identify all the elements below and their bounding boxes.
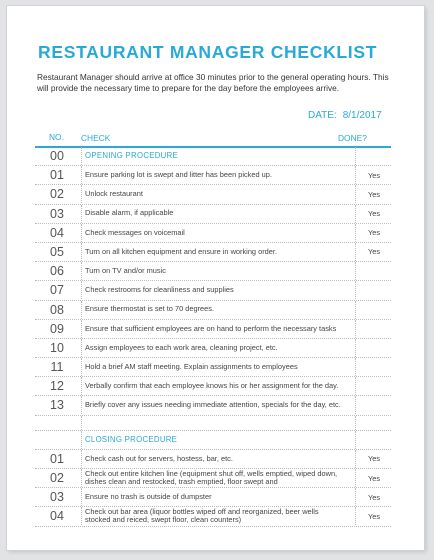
date-row [308, 110, 382, 121]
row-number: 01 [50, 168, 64, 183]
table-row [35, 320, 391, 339]
row-done-cell[interactable] [355, 358, 392, 376]
row-check-text [81, 416, 345, 430]
row-check-text: Check out entire kitchen line (equipment shut off, wells emptied, wiped down, dishes clean and restocked, trash emptied, floor swept and [81, 469, 345, 487]
row-check-text: OPENING PROCEDURE [81, 147, 345, 165]
row-done-cell[interactable] [355, 431, 392, 449]
header-done: DONE? [338, 133, 367, 143]
row-done-cell[interactable]: Yes [355, 185, 392, 203]
row-check-text: Ensure that sufficient employees are on hand to perform the necessary tasks [81, 320, 345, 338]
row-number: 03 [50, 490, 64, 505]
table-row [35, 488, 391, 507]
intro-text: Restaurant Manager should arrive at office 30 minutes prior to the general operating hours. This will provide the necessary time to prepare for the day before the employees arrive. [37, 72, 389, 93]
table-row [35, 262, 391, 281]
row-number: 04 [50, 509, 64, 524]
table-row [35, 377, 391, 396]
row-done-cell[interactable]: Yes [355, 469, 392, 487]
row-done-cell[interactable]: Yes [355, 488, 392, 506]
checklist-table [35, 147, 391, 527]
row-number: 09 [50, 321, 64, 336]
table-row [35, 358, 391, 377]
row-check-text: Check restrooms for cleanliness and supplies [81, 281, 345, 299]
table-row [35, 147, 391, 166]
table-row [35, 431, 391, 450]
row-number: 07 [50, 283, 64, 298]
row-check-text: Check out bar area (liquor bottles wiped off and reorganized, beer wells stocked and reiced, swept floor, clean counters) [81, 507, 345, 525]
table-header [35, 125, 391, 148]
row-number: 10 [50, 340, 64, 355]
table-row [35, 281, 391, 300]
row-done-cell[interactable] [355, 147, 392, 165]
row-check-text: Ensure thermostat is set to 70 degrees. [81, 301, 345, 319]
row-done-cell[interactable]: Yes [355, 507, 392, 525]
date-label: DATE: [308, 110, 337, 121]
row-number: 01 [50, 451, 64, 466]
row-check-text: Check messages on voicemail [81, 224, 345, 242]
page-title: RESTAURANT MANAGER CHECKLIST [38, 42, 378, 62]
date-value: 8/1/2017 [342, 110, 382, 121]
row-check-text: Turn on TV and/or music [81, 262, 345, 280]
row-done-cell[interactable] [355, 339, 392, 357]
row-check-text: Verbally confirm that each employee knows his or her assignment for the day. [81, 377, 345, 395]
row-number: 06 [50, 264, 64, 279]
row-done-cell[interactable]: Yes [355, 166, 392, 184]
table-row [35, 469, 391, 488]
row-done-cell[interactable]: Yes [355, 450, 392, 468]
row-check-text: Unlock restaurant [81, 185, 345, 203]
row-done-cell[interactable] [355, 377, 392, 395]
row-check-text: CLOSING PROCEDURE [81, 431, 345, 449]
row-check-text: Briefly cover any issues needing immediate attention, specials for the day, etc. [81, 396, 345, 414]
row-number: 05 [50, 244, 64, 259]
table-row [35, 166, 391, 185]
row-check-text: Check cash out for servers, hostess, bar, etc. [81, 450, 345, 468]
row-check-text: Hold a brief AM staff meeting. Explain assignments to employees [81, 358, 345, 376]
row-done-cell[interactable] [355, 281, 392, 299]
table-row [35, 396, 391, 415]
table-row [35, 450, 391, 469]
table-row [35, 416, 391, 431]
row-number: 04 [50, 225, 64, 240]
table-row [35, 205, 391, 224]
row-number: 12 [50, 379, 64, 394]
row-number: 02 [50, 471, 64, 485]
header-no: NO. [49, 132, 64, 142]
table-row [35, 301, 391, 320]
row-done-cell[interactable]: Yes [355, 224, 392, 242]
row-number: 00 [50, 149, 64, 163]
table-row [35, 243, 391, 262]
row-done-cell[interactable]: Yes [355, 243, 392, 261]
row-done-cell[interactable] [355, 416, 392, 430]
row-number: 03 [50, 206, 64, 221]
row-number: 08 [50, 302, 64, 317]
row-check-text: Disable alarm, if applicable [81, 205, 345, 223]
row-done-cell[interactable]: Yes [355, 205, 392, 223]
row-check-text: Ensure parking lot is swept and litter has been picked up. [81, 166, 345, 184]
row-done-cell[interactable] [355, 320, 392, 338]
row-check-text: Assign employees to each work area, cleaning project, etc. [81, 339, 345, 357]
row-done-cell[interactable] [355, 396, 392, 414]
header-check: CHECK [81, 133, 111, 143]
table-row [35, 507, 391, 526]
checklist-page [7, 6, 424, 550]
row-number: 13 [50, 398, 64, 413]
table-row [35, 224, 391, 243]
row-check-text: Ensure no trash is outside of dumpster [81, 488, 345, 506]
row-check-text: Turn on all kitchen equipment and ensure in working order. [81, 243, 345, 261]
row-number: 02 [50, 187, 64, 202]
table-row [35, 185, 391, 204]
row-number: 11 [50, 360, 64, 375]
row-done-cell[interactable] [355, 301, 392, 319]
table-row [35, 339, 391, 358]
row-done-cell[interactable] [355, 262, 392, 280]
